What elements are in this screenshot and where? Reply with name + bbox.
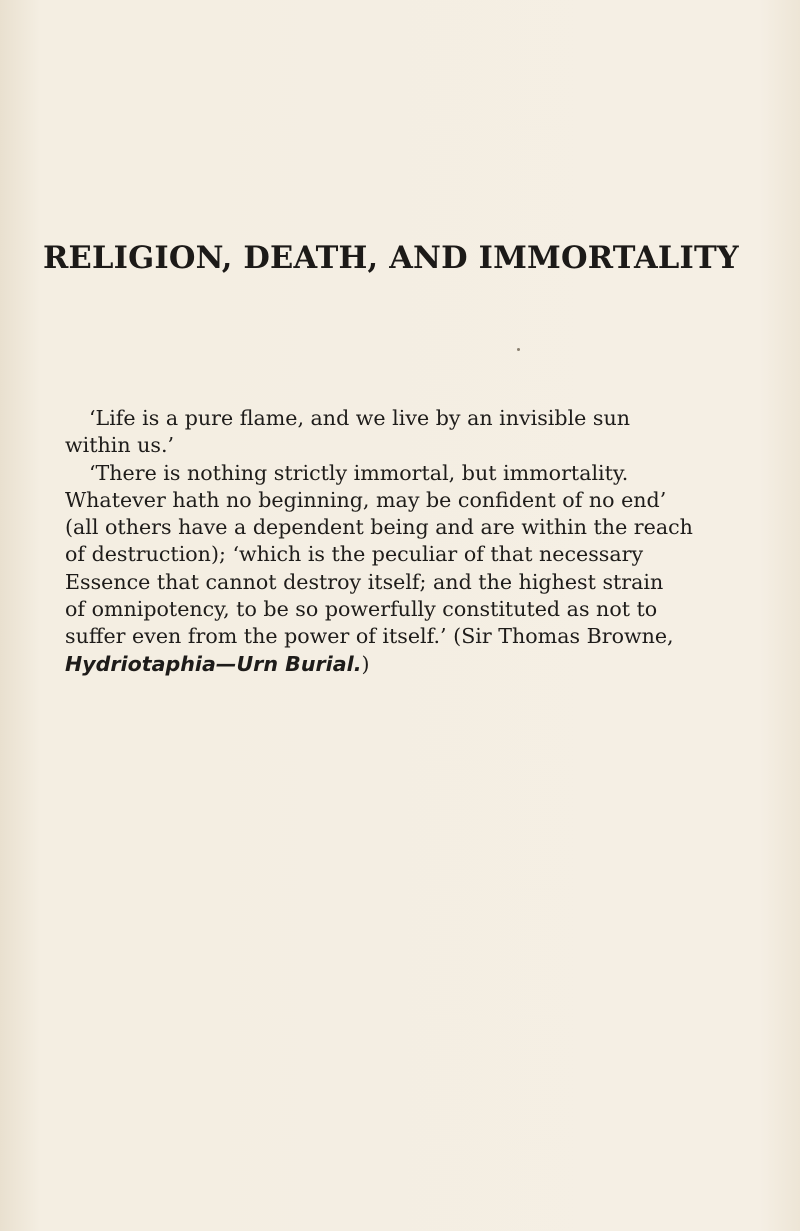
quote-line-2: within us.’ — [65, 433, 175, 458]
citation-close-paren: ) — [361, 651, 370, 676]
quote-line-7: Essence that cannot destroy itself; and the highest strain — [65, 569, 664, 594]
quote-line-1: ‘Life is a pure flame, and we live by an invisible sun — [89, 406, 630, 430]
quote-line-5: (all others have a dependent being and are within the reach — [65, 515, 693, 540]
quote-line-6: of destruction); ‘which is the peculiar of that necessary — [65, 542, 644, 567]
quote-line-8: of omnipotency, to be so powerfully constituted as not to — [65, 597, 658, 622]
epigraph-quote — [65, 405, 755, 678]
chapter-title: RELIGION, DEATH, AND IMMORTALITY — [43, 240, 739, 276]
quote-line-3: ‘There is nothing strictly immortal, but immortality. — [89, 460, 629, 485]
source-work-title: Hydriotaphia—Urn Burial. — [65, 651, 362, 676]
quote-citation-line — [65, 651, 755, 678]
quote-line-4: Whatever hath no beginning, may be confident of no end’ — [65, 487, 667, 512]
quote-line-9: suffer even from the power of itself.’ (Sir Thomas Browne, — [65, 624, 674, 649]
paper-speck — [517, 348, 520, 351]
